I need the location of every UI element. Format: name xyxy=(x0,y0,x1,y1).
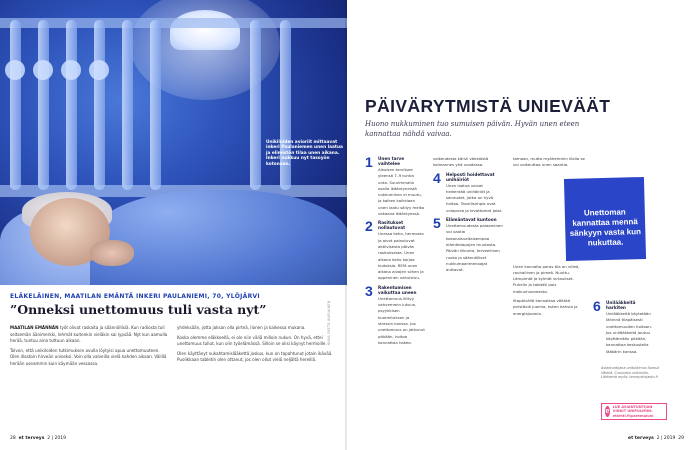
lead-in: MAATILAN EMÄNNÄN xyxy=(10,325,59,330)
tip-item xyxy=(433,169,503,214)
tip-number: 3 xyxy=(365,282,373,299)
tip-title: Rasitukset nollautuvat xyxy=(378,220,406,231)
crib-bar xyxy=(122,20,133,190)
profile-quote: ”Onneksi unettomuus tuli vasta nyt” xyxy=(10,302,267,317)
paragraph: Tolvon, että unikiloiden tutkimuksen avulla löytyisi apua unettomuuteen. Olen illastoin hirveän uniseksi. Voin olla valveilla vielä kahden aikaan. Välillä herään useammin kuin käymään vessassa. xyxy=(10,347,167,366)
tip-number: 4 xyxy=(433,169,441,186)
photo-credit: KUVA RISTO KUPIAINEN xyxy=(327,300,331,345)
tip-text: Unessa keho, hermosto ja aivot palautuvat aktiivisesta päivän rasituksesta. Unen aikana keho korjaa kudoksia. REM-unen aikana aivojen siihen ja oppiminen vahvistuu. xyxy=(378,231,424,281)
web-link-text[interactable]: LUE ASIANTUNTIJAN VINKIT UNIPULMIIN: etlehti.fi/parempiuni xyxy=(612,404,654,418)
paragraph: tamaan, mutta myöhemmin illalla se voi vaikeuttaa unen saantia. xyxy=(513,156,585,168)
tip-title: Unilääkkeitä harkiten xyxy=(606,300,636,310)
magazine-name: et terveys xyxy=(18,436,45,441)
hand xyxy=(90,240,134,266)
issue: 2 | 2019 xyxy=(656,436,676,441)
article-column-2 xyxy=(433,156,503,276)
paragraph: Koska olemme eläkkeellä, ei ole niin väliä milloin nukun. On hyvä, ettei unettomuus tullut, kun olin työelämässä. Silloin se olisi käynyt hermoille. xyxy=(177,334,327,347)
crib-rail-top xyxy=(0,18,347,28)
crib-knob xyxy=(61,60,81,80)
crib-knob xyxy=(33,60,53,80)
source-note: Asiantuntijana unitutkimus Samuli Västilä, Consortia unikiloilla. Lähteenä myös: terveyskirjasto.fi xyxy=(601,366,660,380)
page-number: 28 xyxy=(10,436,16,441)
pull-quote: Unettoman kannattaa mennä sänkyyn vasta kun nukuttaa. xyxy=(569,207,642,248)
profile-column xyxy=(10,325,169,371)
tip-number: 2 xyxy=(365,218,373,235)
paragraph: Unen kannalta paras tila on viileä, rauhallinen ja pimeä. Nuuttu. Lämpimät ja kylmät virtaukset. Puhelin ja tabletti pois makuuhuoneesta. xyxy=(513,263,580,294)
page-number: 29 xyxy=(678,436,684,441)
magazine-name: et terveys xyxy=(628,436,654,441)
page-footer xyxy=(628,436,684,441)
moon-lamp-icon xyxy=(170,10,240,50)
crib-knob xyxy=(89,60,109,80)
sleeping-woman-photo xyxy=(0,0,347,285)
paragraph xyxy=(10,325,169,345)
blanket xyxy=(90,190,347,285)
tip-text: Unen laatua voivat heikentää unihäiriöt ja sairaudet, jotka on hyvä hoitaa. Tavallisimpia ovat uniapnea ja levottomat jalat. xyxy=(446,182,503,213)
paragraph: Olen käyttänyt nukahtamislääkettä joskus, kun on tapahtunut jotain ikävää. Puolikkaan tabletin olen ottanut, jos olen ollut vielä neljältä hereillä. xyxy=(177,350,333,363)
tip-text: Unettomuudesta palaaminen voi vaatia kokonaisvaltaisempaa elämäntapojen muutosta. Päivän liikunta, terveellinen ruoka ja säännölliset nukkumaanmenoajat auttavat. xyxy=(446,223,503,273)
article-column-4 xyxy=(593,300,653,358)
crib-bar xyxy=(94,20,105,190)
issue: 2 | 2019 xyxy=(47,436,66,441)
crib-bar xyxy=(10,20,21,190)
profile-kicker: ELÄKELÄINEN, MAATILAN EMÄNTÄ INKERI PAULANIEMI, 70, YLÖJÄRVI xyxy=(10,293,260,300)
tip-text: Unettomuus liittyy vahvemmin lukuun, psyykkisen kuormituksen ja stressin kanssa. Jos unettomuus on jatkunut pitkään, hoitoa kannattaa hakea. xyxy=(378,295,425,345)
crib-bar xyxy=(66,20,77,190)
paragraph: vaikeudesta kärsii väestöstä kolmannes yhä vuodessa. xyxy=(433,156,489,168)
tip-item xyxy=(365,156,425,217)
profile-header xyxy=(10,293,336,317)
crib-bar xyxy=(250,20,261,190)
article-column-1 xyxy=(365,156,425,349)
page-footer xyxy=(10,436,66,441)
article-subtitle: Huono nukkuminen tuo sumuisen päivän. Hyvän unen eteen kannattaa nähdä vaivaa. xyxy=(365,120,580,138)
crib-bar xyxy=(38,20,49,190)
tip-text: Aikuisen tarvitsee yleensä 7–9 tuntia unta. Suurimmalla osalla ikääntyneistä nukkuminen ei muutu, ja kaiken kaikkiaan unen laatu säilyy melko vakaana ikääntyessä. xyxy=(378,167,425,217)
right-page xyxy=(347,0,694,450)
tip-title: Elämäntavat kuntoon xyxy=(446,217,497,223)
paragraph: yhdeksään, jotta jaksan olla pirteä, ilonen ja kaikessa mukana. xyxy=(177,325,306,330)
tip-item xyxy=(433,217,503,273)
tip-item xyxy=(365,220,425,281)
tip-title: Helposti hoidettavat unihäiriöt xyxy=(446,171,495,182)
profile-body xyxy=(10,325,336,371)
tip-item xyxy=(365,282,425,346)
tip-item xyxy=(593,300,653,355)
tip-number: 5 xyxy=(433,215,441,232)
pull-quote-box xyxy=(564,177,646,261)
tip-text: Unilääkkeitä käytetään lähinnä tilapäisesti unettomuuden hoitoon. Jos unilääkkeitä joutuu käyttämään pitkään, kannattaa keskustella lääkärin kanssa. xyxy=(606,311,652,354)
tip-number: 1 xyxy=(365,154,373,170)
article-title: PÄIVÄRYTMISTÄ UNIEVÄÄT xyxy=(365,96,611,116)
profile-column xyxy=(177,325,336,371)
et-logo-icon: e xyxy=(605,408,610,415)
tip-title: Unen tarve vaihtelee xyxy=(378,156,405,166)
web-link-box[interactable] xyxy=(601,403,667,420)
paragraph: Iltapäivällä kannattaa välttää piristäviä juomia, kuten kahvia ja energiajuomia. xyxy=(513,298,578,316)
tip-number: 6 xyxy=(593,298,601,314)
crib-knob xyxy=(5,60,25,80)
crib-bar xyxy=(150,20,161,190)
photo-caption: Unikiloiden avioriit mittaavat inkeri Paulaniemen unen laatua ja elimistön tilaa unen aikana. Inkeri nukkuu nyt tasoyön kotonaan. xyxy=(266,140,343,167)
paragraph-text: työt olivat raskaita ja säännöllisiä. Kun radiosta tuli seitsemän äänimerkki, lehmät kuitenkin vieläkin sai lypsää. Nyt kun aamulla herää, tuntuu aina tuttuun aikaan. xyxy=(10,325,168,344)
tip-title: Rakentumisen vaikuttaa uneen xyxy=(378,284,417,295)
